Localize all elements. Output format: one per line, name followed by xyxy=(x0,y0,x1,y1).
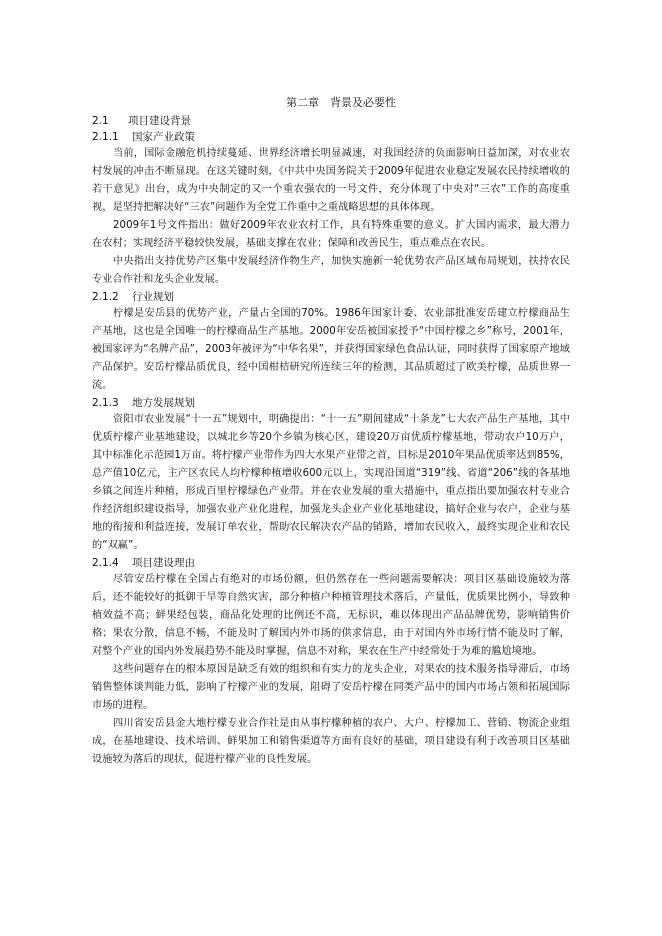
subsection-number: 2.1.1 xyxy=(92,131,119,143)
subsection-number: 2.1.3 xyxy=(92,397,119,409)
paragraph-industry-plan: 柠檬是安岳县的优势产业，产量占全国的70%。1986年国家计委、农业部批准安岳建立柠檬商品生产基地，这也是全国唯一的柠檬商品生产基地。2000年安岳被国家授予“中国柠檬之乡”称号，2001年，被国家评为“名牌产品”，2003年被评为“中华名果”，并获得国家绿色食品认证，同时获得了国家原产地域产品保护。安岳柠檬品质优良，经中国柑桔研究所连续三年的检测，其品质超过了欧美柠檬，品质世界一流。 xyxy=(92,308,570,391)
subsection-heading-2-1-1 xyxy=(92,129,570,145)
paragraph-local-plan: 资阳市农业发展“十一五”规划中，明确提出：“十一五”期间建成“十条龙”七大农产品生产基地，其中优质柠檬产业基地建设，以城北乡等20个乡镇为核心区，建设20万亩优质柠檬基地，带动农户10万户，其中标准化示范园1万亩。将柠檬产业带作为四大水果产业带之首，目标是2010年果品优质率达到85%，总产值10亿元，主产区农民人均柠檬种植增收600元以上，实现沿国道“319”线、省道“206”线的各基地乡镇之间连片种植，形成百里柠檬绿色产业带。并在农业发展的重大措施中，重点指出要加强农村专业合作经济组织建设指导，加强农业产业化进程，加强龙头企业产业化基地建设，搞好企业与农户，企业与基地的衔接和利益连接，发展订单农业，帮助农民解决农产品的销路，增加农民收入，最终实现企业和农民的“双赢”。 xyxy=(92,414,570,551)
subsection-title: 项目建设理由 xyxy=(132,557,195,569)
paragraph-problems: 尽管安岳柠檬在全国占有绝对的市场份额，但仍然存在一些问题需要解决：项目区基础设施较为落后，还不能较好的抵御干旱等自然灾害，部分种植户种植管理技术落后，产量低，优质果比例小，导致种植效益不高；鲜果经包装，商品化处理的比例还不高，无标识，难以体现出产品品牌优势，影响销售价格；果农分散，信息不畅，不能及时了解国内外市场的供求信息，由于对国内外市场行情不能及时了解，对整个产业的国内外发展趋势不能及时掌握，信息不对称，果农在生产中经常处于为难的尴尬境地。 xyxy=(92,574,570,657)
paragraph-policy-context: 当前，国际金融危机持续蔓延、世界经济增长明显减速，对我国经济的负面影响日益加深，对农业农村发展的冲击不断显现。在这关键时刻，《中共中央国务院关于2009年促进农业稳定发展农民持续增收的若干意见》出台，成为中央制定的又一个重农强农的一号文件，充分体现了中央对“三农”工作的高度重视，是坚持把解决好“三农”问题作为全党工作重中之重战略思想的具体体现。 xyxy=(92,148,570,213)
subsection-number: 2.1.4 xyxy=(92,557,119,569)
paragraph-cooperative: 四川省安岳县金大地柠檬专业合作社是由从事柠檬种植的农户、大户、柠檬加工、营销、物流企业组成，在基地建设、技术培训、鲜果加工和销售渠道等方面有良好的基础，项目建设有利于改善项目区基础设施较为落后的现状，促进柠檬产业的良性发展。 xyxy=(92,718,570,765)
section-number: 2.1 xyxy=(92,115,109,127)
paragraph-root-cause: 这些问题存在的根本原因是缺乏有效的组织和有实力的龙头企业，对果农的技术服务指导滞后，市场销售整体谈判能力低，影响了柠檬产业的发展，阻碍了安岳柠檬在同类产品中的国内市场占领和拓展国际市场的进程。 xyxy=(92,664,570,711)
subsection-heading-2-1-3 xyxy=(92,395,570,411)
subsection-title: 地方发展规划 xyxy=(132,397,195,409)
subsection-title: 国家产业政策 xyxy=(132,131,195,143)
document-page xyxy=(92,95,570,769)
section-title: 项目建设背景 xyxy=(128,115,191,127)
subsection-heading-2-1-4 xyxy=(92,555,570,571)
paragraph-document-2009: 2009年1号文件指出：做好2009年农业农村工作，具有特殊重要的意义。扩大国内需求，最大潜力在农村；实现经济平稳较快发展，基础支撑在农业；保障和改善民生，重点难点在农民。 xyxy=(92,220,570,249)
paragraph-central-support: 中央指出支持优势产区集中发展经济作物生产，加快实施新一轮优势农产品区域布局规划，扶持农民专业合作社和龙头企业发展。 xyxy=(92,256,570,285)
subsection-heading-2-1-2 xyxy=(92,289,570,305)
section-heading-2-1 xyxy=(92,113,570,129)
chapter-title: 第二章 背景及必要性 xyxy=(286,96,396,109)
subsection-title: 行业规划 xyxy=(132,291,174,303)
subsection-number: 2.1.2 xyxy=(92,291,119,303)
